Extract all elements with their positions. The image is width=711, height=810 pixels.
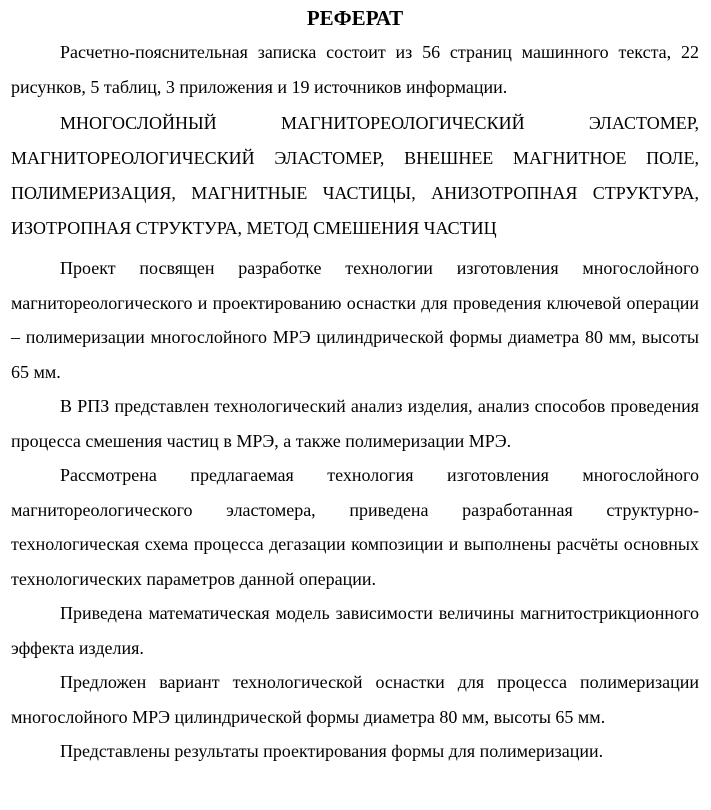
body-paragraph-2: В РПЗ представлен технологический анализ изделия, анализ способов проведения процесса смешения частиц в МРЭ, а также полимеризации МРЭ. — [11, 396, 699, 451]
body-paragraph-4: Приведена математическая модель зависимости величины магнитострикционного эффекта изделия. — [11, 603, 699, 658]
summary-paragraph: Расчетно-пояснительная записка состоит из 56 страниц машинного текста, 22 рисунков, 5 таблиц, 3 приложения и 19 источников информации. — [11, 42, 699, 97]
keywords-paragraph: МНОГОСЛОЙНЫЙ МАГНИТОРЕОЛОГИЧЕСКИЙ ЭЛАСТОМЕР, МАГНИТОРЕОЛОГИЧЕСКИЙ ЭЛАСТОМЕР, ВНЕШНЕЕ МАГНИТНОЕ ПОЛЕ, ПОЛИМЕРИЗАЦИЯ, МАГНИТНЫЕ ЧАСТИЦЫ, АНИЗОТРОПНАЯ СТРУКТУРА, ИЗОТРОПНАЯ СТРУКТУРА, МЕТОД СМЕШЕНИЯ ЧАСТИЦ — [11, 113, 699, 238]
body-paragraph-6: Представлены результаты проектирования формы для полимеризации. — [60, 741, 604, 761]
document-page — [11, 0, 699, 769]
body-paragraph-5: Предложен вариант технологической оснастки для процесса полимеризации многослойного МРЭ цилиндрической формы диаметра 80 мм, высоты 65 мм. — [11, 672, 699, 727]
page-title: РЕФЕРАТ — [306, 6, 404, 30]
body-paragraph-1: Проект посвящен разработке технологии изготовления многослойного магнитореологического и проектированию оснастки для проведения ключевой операции – полимеризации многослойного МРЭ цилиндрической формы диаметра 80 мм, высоты 65 мм. — [11, 258, 699, 382]
body-paragraph-3: Рассмотрена предлагаемая технология изготовления многослойного магнитореологического эластомера, приведена разработанная структурно-технологическая схема процесса дегазации композиции и выполнены расчёты основных технологических параметров данной операции. — [11, 465, 699, 589]
